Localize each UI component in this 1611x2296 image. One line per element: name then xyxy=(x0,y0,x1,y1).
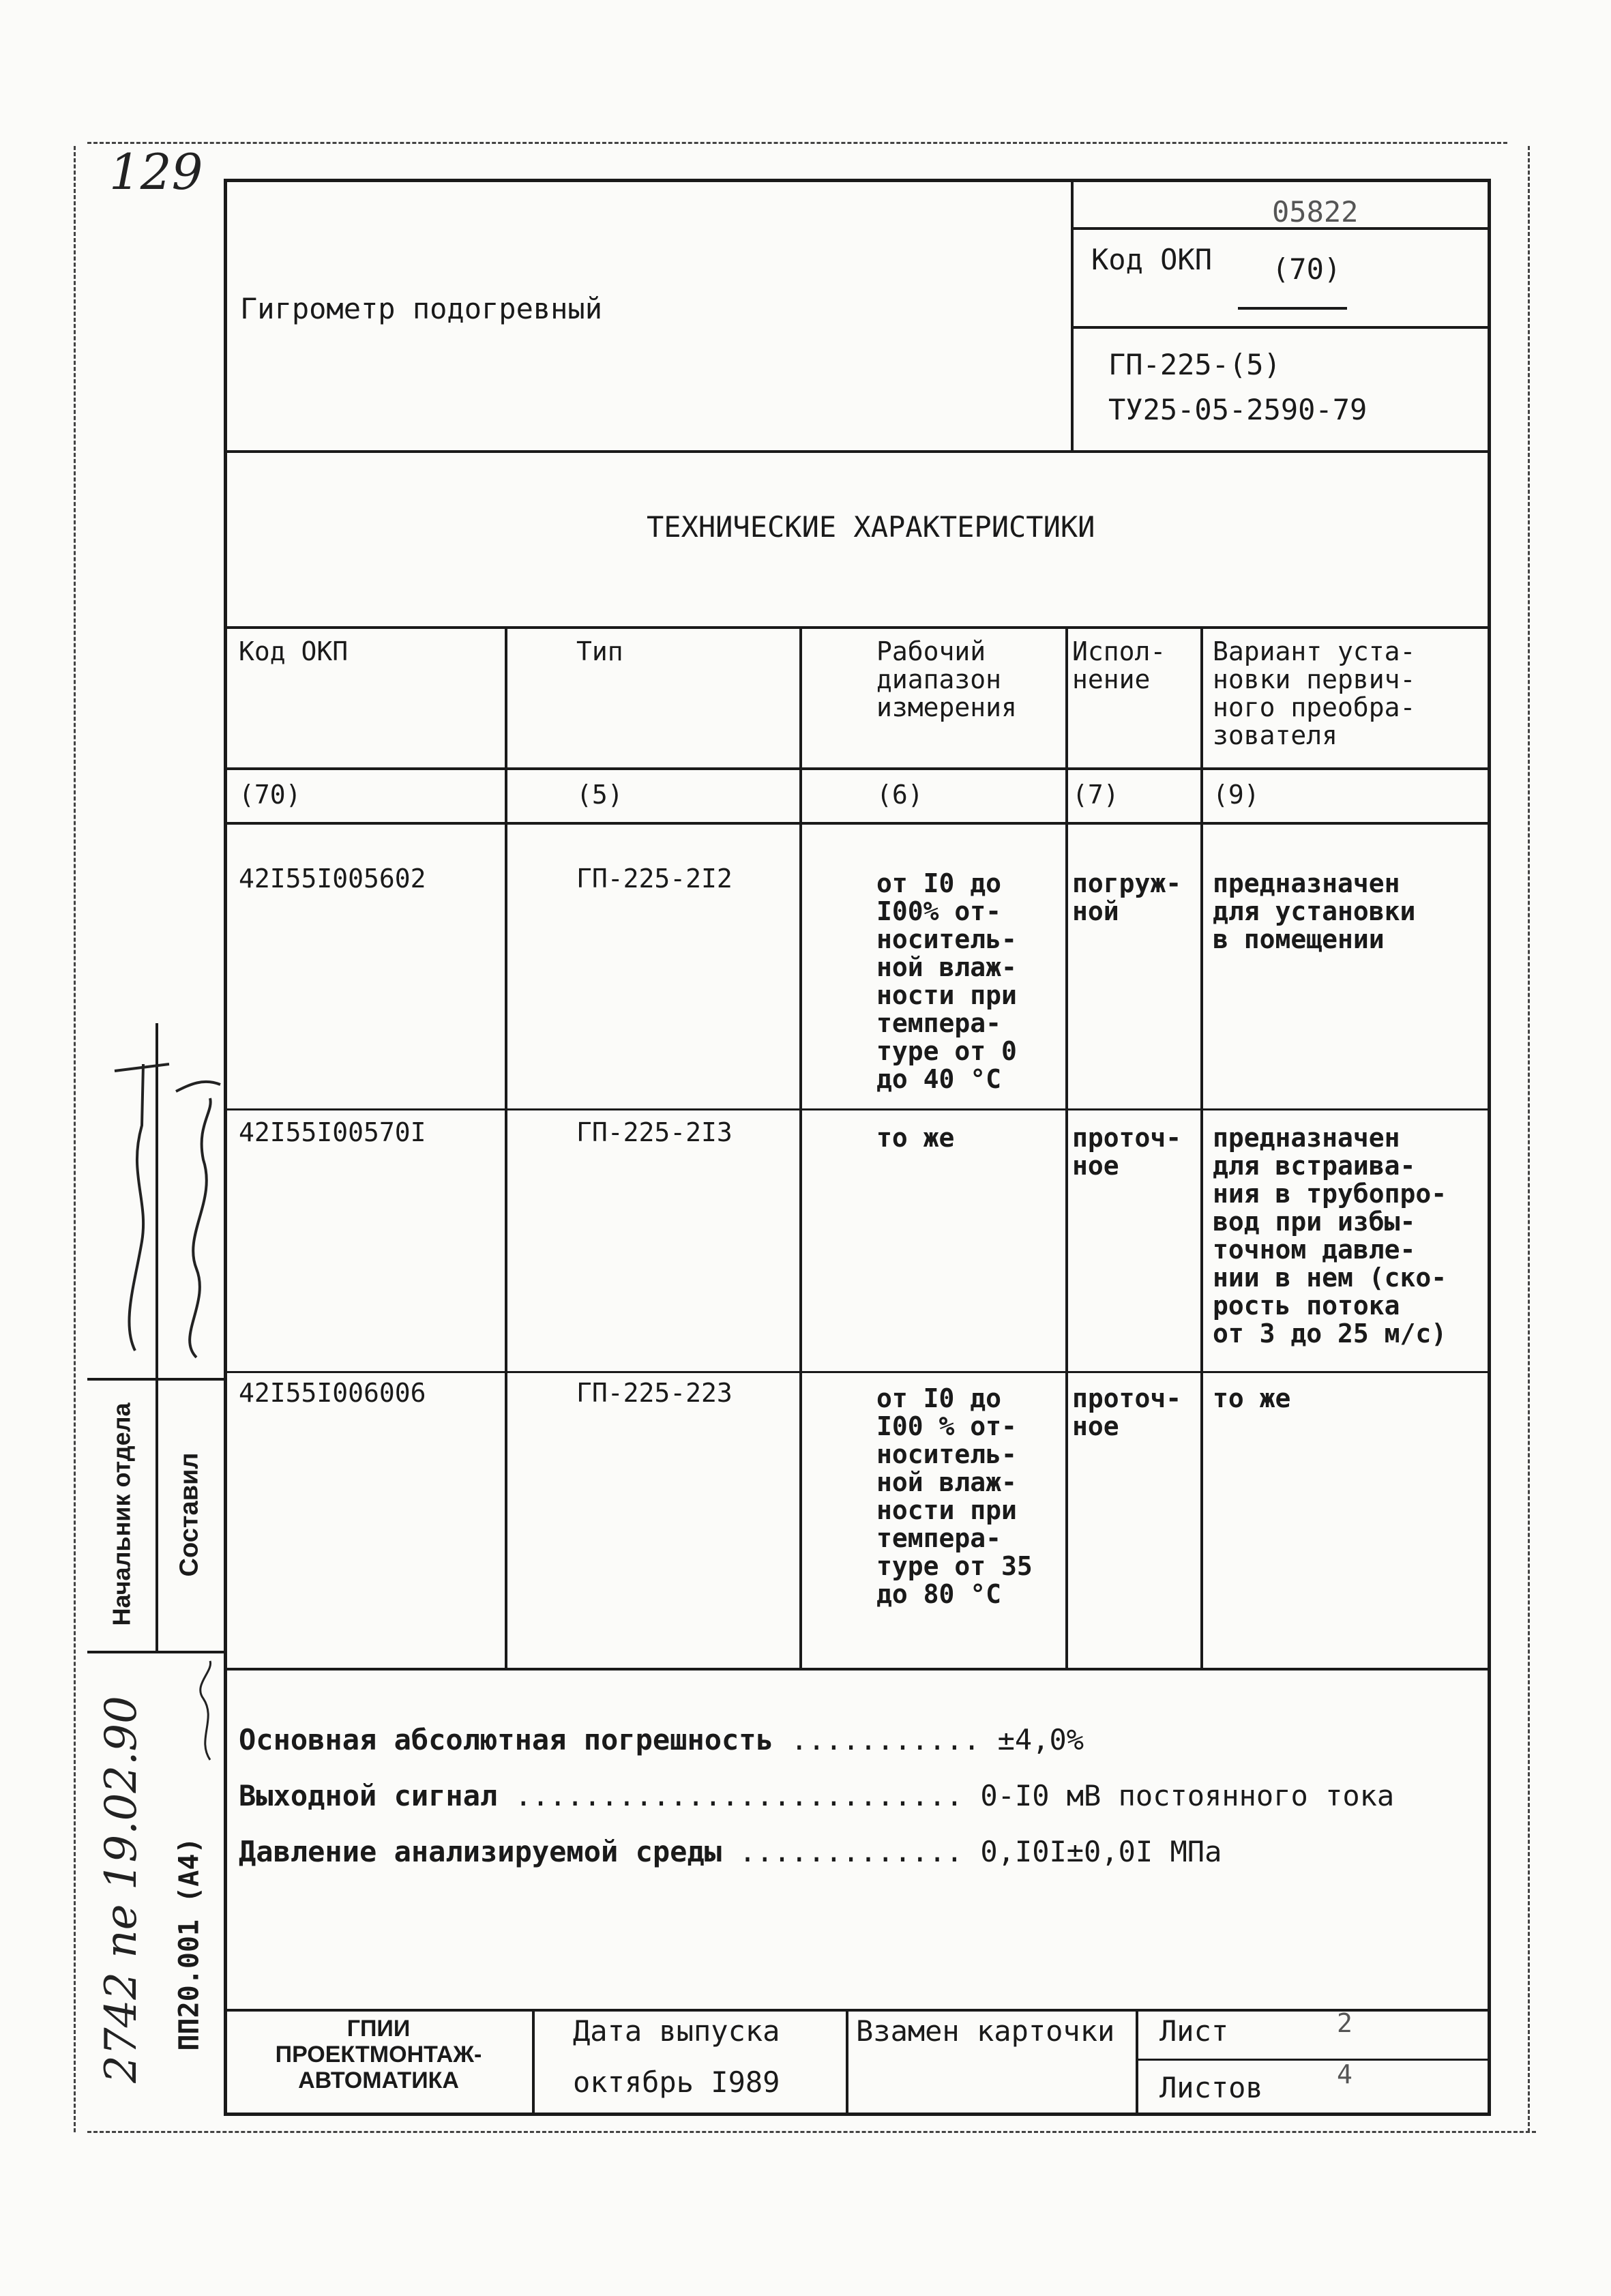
cell-execution: проточ- ное xyxy=(1072,1123,1182,1181)
page-number-handwritten: 129 xyxy=(109,143,203,201)
cell-range: от I0 до I00% от- носитель- ной влаж- ности при темпера- туре от 0 до 40 °С xyxy=(876,868,1017,1094)
cell-install: то же xyxy=(1213,1383,1291,1413)
spec-label: Давление анализируемой среды xyxy=(239,1835,722,1868)
cell-install: предназначен для встраива- ния в трубопро- вод при избы- точном давле- нии в нем (ско- рость потока от 3 до 25 м/с) xyxy=(1213,1123,1447,1349)
sheets-value: 4 xyxy=(1337,2059,1353,2089)
spec-value: 0,I0I±0,0I МПа xyxy=(980,1835,1222,1868)
sheets-label: Листов xyxy=(1159,2071,1263,2104)
org-name xyxy=(228,2016,529,2093)
col-code-install: (9) xyxy=(1213,780,1260,810)
form-code: ПП20.001 (А4) xyxy=(174,1837,206,2051)
spec-dots: .......................... xyxy=(514,1779,964,1812)
cut-line-left xyxy=(74,146,76,2132)
spec-line xyxy=(239,1724,1084,1756)
okp-paren: (70) xyxy=(1272,252,1342,286)
spec-line xyxy=(239,1836,1222,1868)
cell-type: ГП-225-2I3 xyxy=(576,1117,733,1147)
release-label: Дата выпуска xyxy=(573,2014,780,2048)
sheet-value: 2 xyxy=(1337,2008,1353,2038)
cut-line-right xyxy=(1528,146,1530,2132)
col-header-install: Вариант уста- новки первич- ного преобра- зователя xyxy=(1213,636,1416,750)
composer-label: Составил xyxy=(175,1452,204,1576)
col-code-okp: (70) xyxy=(239,780,301,810)
spec-label: Выходной сигнал xyxy=(239,1779,498,1812)
col-header-execution: Испол- нение xyxy=(1072,636,1166,694)
spec-value: 0-I0 мВ постоянного тока xyxy=(980,1779,1395,1812)
spec-dots: ........... xyxy=(790,1723,981,1756)
cell-execution: погруж- ной xyxy=(1072,868,1182,926)
cell-install: предназначен для установки в помещении xyxy=(1213,868,1416,954)
spec-line xyxy=(239,1780,1394,1812)
spec-dots: ............. xyxy=(739,1835,964,1868)
sheet-label: Лист xyxy=(1159,2014,1229,2048)
tu-number: ТУ25-05-2590-79 xyxy=(1108,393,1368,426)
col-header-okp: Код ОКП xyxy=(239,636,349,666)
spec-label: Основная абсолютная погрешность xyxy=(239,1723,773,1756)
org-line: ПРОЕКТМОНТАЖ- xyxy=(275,2042,482,2067)
cell-type: ГП-225-2I2 xyxy=(576,864,733,894)
release-value: октябрь I989 xyxy=(573,2065,780,2099)
head-of-department-label: Начальник отдела xyxy=(107,1402,136,1626)
section-title: ТЕХНИЧЕСКИЕ ХАРАКТЕРИСТИКИ xyxy=(647,510,1095,544)
col-code-execution: (7) xyxy=(1072,780,1119,810)
col-code-range: (6) xyxy=(876,780,923,810)
okp-code-top: 05822 xyxy=(1272,195,1359,229)
replaces-label: Взамен карточки xyxy=(856,2014,1115,2048)
cell-okp: 42I55I00570I xyxy=(239,1117,426,1147)
cell-range: то же xyxy=(876,1123,955,1153)
cell-okp: 42I55I006006 xyxy=(239,1378,426,1408)
col-code-type: (5) xyxy=(576,780,623,810)
col-header-range: Рабочий диапазон измерения xyxy=(876,636,1017,722)
cell-execution: проточ- ное xyxy=(1072,1383,1182,1441)
cut-line-top xyxy=(87,142,1507,144)
cell-type: ГП-225-223 xyxy=(576,1378,733,1408)
cell-okp: 42I55I005602 xyxy=(239,864,426,894)
spec-value: ±4,0% xyxy=(997,1723,1084,1756)
org-line: ГПИИ xyxy=(346,2016,411,2042)
small-signature xyxy=(162,1658,224,1767)
signatures xyxy=(94,1037,224,1378)
side-panel xyxy=(87,1023,224,2121)
col-header-type: Тип xyxy=(576,636,623,666)
model: ГП-225-(5) xyxy=(1108,348,1281,381)
stamp-handwritten: 2742 ne 19.02.90 xyxy=(96,1696,147,2083)
cut-line-bottom xyxy=(87,2131,1536,2133)
product-name: Гигрометр подогревный xyxy=(240,292,603,325)
okp-label: Код ОКП xyxy=(1091,243,1213,276)
cell-range: от I0 до I00 % от- носитель- ной влаж- ности при темпера- туре от 35 до 80 °С xyxy=(876,1383,1033,1609)
org-line: АВТОМАТИКА xyxy=(298,2067,459,2093)
